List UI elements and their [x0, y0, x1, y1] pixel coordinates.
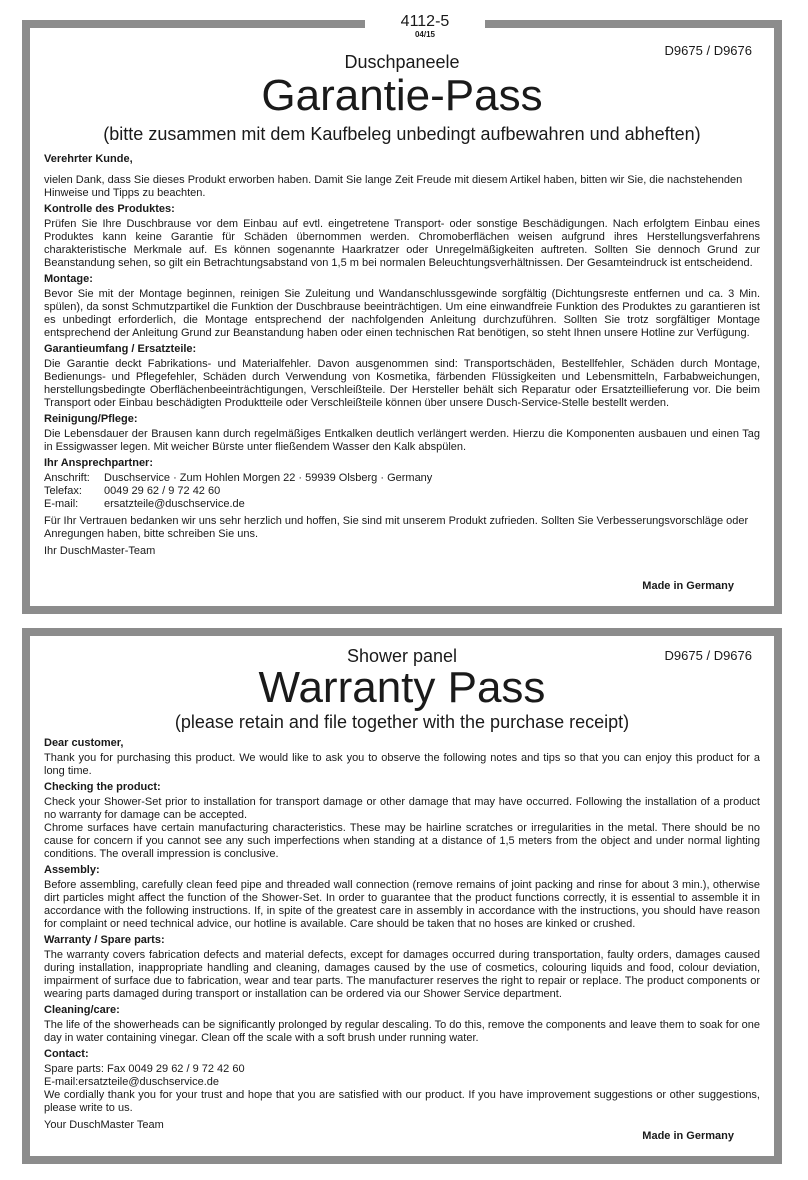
- document-date: 04/15: [414, 30, 436, 39]
- section-title-contact: Ihr Ansprechpartner:: [44, 457, 154, 469]
- section-text-inspection: Prüfen Sie Ihre Duschbrause vor dem Einbau auf evtl. eingetretene Transport- oder sonstige Beschädigungen. Nach erfolgtem Einbau eines Produktes kann keine Garantie für Schäden übernommen werden. Chromoberflächen weisen aufgrund ihres Herstellungsverfahrens charakteristische Merkmale auf. Es können sogenannte Haarkratzer oder Unregelmäßigkeiten auftreten. Sollten Sie dennoch Grund zur Beanstandung sehen, so gilt ein Betrachtungsabstand von 1,5 m bei normalen Beleuchtungsverhältnissen. Der Gesamteindruck ist entscheidend.: [44, 218, 760, 269]
- section-title-warranty: Garantieumfang / Ersatzteile:: [44, 343, 197, 355]
- section-text-cleaning: The life of the showerheads can be significantly prolonged by regular descaling. To do this, remove the components and leave them to soak for one day in water containing vinegar. Clean off the scale with a soft brush under running water.: [44, 1019, 760, 1044]
- greeting: Dear customer,: [44, 737, 124, 749]
- model-number: D9675 / D9676: [664, 43, 752, 58]
- section-text-assembly: Before assembling, carefully clean feed pipe and threaded wall connection (remove remains of joint packing and rinse for about 3 min.), otherwise dirt particles might affect the function of the Shower-Set. In order to guarantee that the product functions correctly, it is essential to assemble it in accordance with the following instructions. If, in spite of the greatest care in assembly in accordance with the instructions, you should have reason for complaint or need technical advice, our hotline is available. Care should be taken that no hoses are kinked or crushed.: [44, 879, 760, 930]
- signoff: Your DuschMaster Team: [44, 1119, 164, 1131]
- spare-parts-fax: Spare parts: Fax 0049 29 62 / 9 72 42 60: [44, 1063, 245, 1075]
- section-title-inspection: Kontrolle des Produktes:: [44, 203, 175, 215]
- section-title-cleaning: Reinigung/Pflege:: [44, 413, 138, 425]
- email-label: E-mail:: [44, 498, 79, 510]
- contact-email: [44, 498, 760, 511]
- section-title-warranty: Warranty / Spare parts:: [44, 934, 165, 946]
- german-body: [44, 150, 760, 558]
- product-subtitle: Duschpaneele: [344, 52, 460, 72]
- model-number: D9675 / D9676: [664, 648, 752, 663]
- document-number: 4112-5: [400, 13, 450, 30]
- section-title-contact: Contact:: [44, 1048, 89, 1060]
- intro-text: Thank you for purchasing this product. We would like to ask you to observe the following notes and tips so that you can enjoy this product for a long time.: [44, 752, 760, 777]
- contact-address: [44, 472, 760, 485]
- page-title: Warranty Pass: [258, 663, 546, 712]
- section-text-warranty: The warranty covers fabrication defects and material defects, except for damages occurred during transportation, faulty orders, damages caused during installation, inappropriate handling and cleaning, damages caused by the use of cosmetics, colouring liquids and food, colour deviation, impairment of surface due to fabrication, wear and tear parts. The manufacturer reserves the right to repair or replace. The product components or wearing parts damaged during transport or installation can be ordered via our Shower Service department.: [44, 949, 760, 1000]
- section-text-warranty: Die Garantie deckt Fabrikations- und Materialfehler. Davon ausgenommen sind: Transportschäden, Bestellfehler, Schäden durch Montage, Bedienungs- und Pflegefehler, Schäden durch Verwendung von Kosmetika, färbenden Flüssigkeiten und Lebensmitteln, Farbabweichungen, herstellungsbedingte Oberflächenbeeinträchtigungen, Verschleißteile. Der Hersteller behält sich Reparatur oder Ersatzteillieferung vor. Die beim Transport oder Einbau beschädigten Produktteile oder Verschleißteile können über unsere Dusch-Service-Stelle bestellt werden.: [44, 358, 760, 409]
- closing-text: Für Ihr Vertrauen bedanken wir uns sehr herzlich und hoffen, Sie sind mit unserem Produkt zufrieden. Sollten Sie Verbesserungsvorschläge oder Anregungen haben, bitte schreiben Sie uns.: [44, 515, 749, 540]
- address-value: Duschservice · Zum Hohlen Morgen 22 · 59939 Olsberg · Germany: [104, 472, 433, 484]
- fax-value: 0049 29 62 / 9 72 42 60: [104, 485, 221, 497]
- made-in-label: Made in Germany: [642, 580, 734, 592]
- retention-note: (please retain and file together with the purchase receipt): [174, 712, 630, 732]
- address-label: Anschrift:: [44, 472, 90, 484]
- section-text-checking-2: Chrome surfaces have certain manufacturing characteristics. These may be hairline scratches or irregularities in the metal. There should be no cause for concern if you cannot see any such imperfections when standing at a distance of 1,5 meters from the object and under normal lighting conditions. The overall impression is conclusive.: [44, 822, 760, 860]
- warranty-pass-german: [22, 13, 782, 614]
- product-subtitle: Shower panel: [346, 646, 458, 666]
- fax-label: Telefax:: [44, 485, 82, 497]
- email-value: ersatzteile@duschservice.de: [104, 498, 245, 510]
- english-body: [44, 734, 760, 1132]
- page-title: Garantie-Pass: [261, 71, 543, 120]
- section-title-checking: Checking the product:: [44, 781, 161, 793]
- section-title-assembly: Assembly:: [44, 864, 100, 876]
- section-text-checking-1: Check your Shower-Set prior to installation for transport damage or other damage that may have occurred. Following the installation of a product no warranty for damage can be accepted.: [44, 796, 760, 821]
- made-in-label: Made in Germany: [642, 1130, 734, 1142]
- intro-text: vielen Dank, dass Sie dieses Produkt erworben haben. Damit Sie lange Zeit Freude mit diesem Artikel haben, bitten wir Sie, die nachstehenden: [44, 174, 743, 186]
- intro-text-2: Hinweise und Tipps zu beachten.: [44, 187, 206, 199]
- retention-note: (bitte zusammen mit dem Kaufbeleg unbedingt aufbewahren und abheften): [103, 124, 701, 144]
- section-text-assembly: Bevor Sie mit der Montage beginnen, reinigen Sie Zuleitung und Wandanschlussgewinde sorgfältig (Dichtungsreste entfernen und ca. 3 Min. spülen), da sonst Schmutzpartikel die Funktion der Duschbrause beeinträchtigen. Um eine einwandfreie Funktion des Produktes zu garantieren ist es unbedingt erforderlich, die Montage entsprechend der nachfolgenden Anleitung durchzuführen. Sollten Sie trotz sorgfältiger Montage entsprechend der Anleitung Grund zur Beanstandung haben oder einen technischen Rat benötigen, so steht Ihnen unsere Hotline zur Verfügung.: [44, 288, 760, 339]
- signoff: Ihr DuschMaster-Team: [44, 545, 156, 557]
- contact-fax: [44, 485, 760, 498]
- contact-email: E-mail:ersatzteile@duschservice.de: [44, 1076, 220, 1088]
- section-title-cleaning: Cleaning/care:: [44, 1004, 120, 1016]
- warranty-pass-english: [22, 628, 782, 1164]
- document-number-tab: [365, 14, 485, 44]
- greeting: Verehrter Kunde,: [44, 153, 133, 165]
- section-title-assembly: Montage:: [44, 273, 93, 285]
- closing-text: We cordially thank you for your trust and hope that you are satisfied with our product. If you have improvement suggestions or other suggestions, please write to us.: [44, 1089, 760, 1114]
- section-text-cleaning: Die Lebensdauer der Brausen kann durch regelmäßiges Entkalken deutlich verlängert werden. Hierzu die Komponenten ausbauen und einen Tag in Essigwasser legen. Mit weicher Bürste unter fließendem Wasser den Kalk abspülen.: [44, 428, 760, 453]
